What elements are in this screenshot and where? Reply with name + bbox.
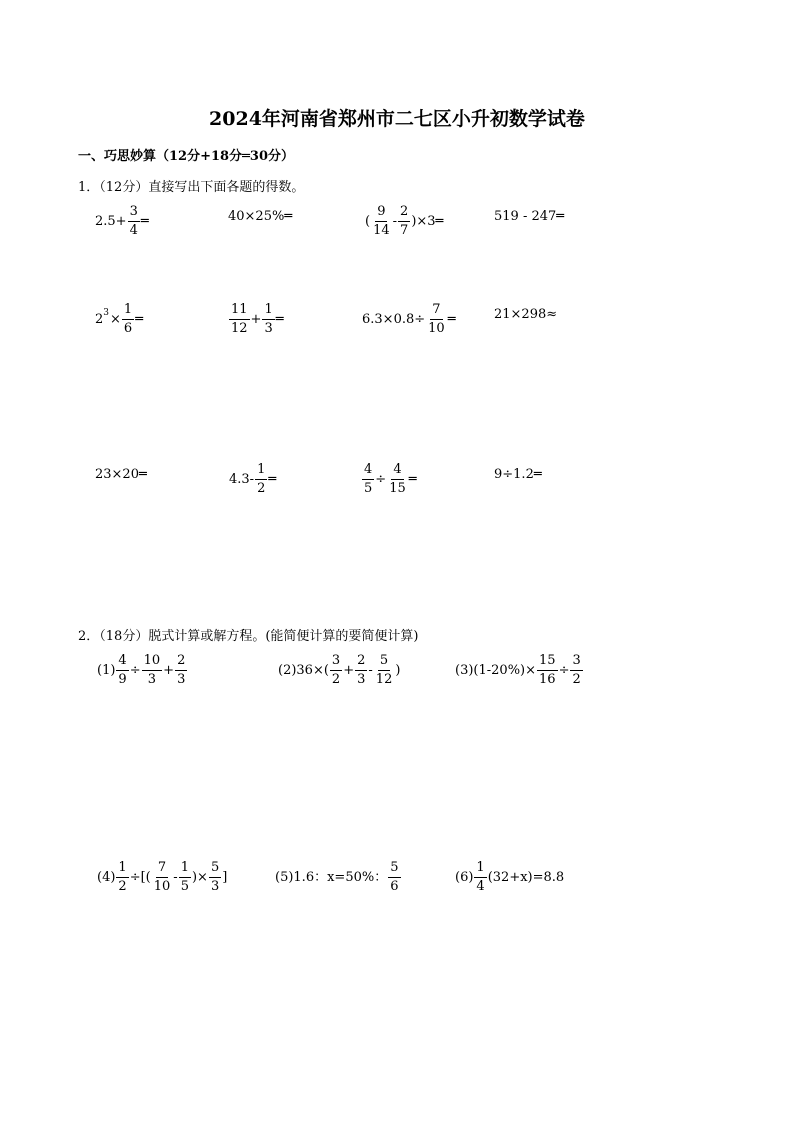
q2p3-denominator-2: 2 bbox=[572, 672, 581, 687]
q1k-post: ═ bbox=[408, 472, 417, 487]
q2p6-fraction bbox=[474, 861, 486, 894]
q1a-pre: 2.5+ bbox=[95, 214, 127, 229]
q2p4-numerator-4: 5 bbox=[209, 861, 221, 878]
q1j-post: ═ bbox=[268, 472, 277, 487]
q1i-expression: 23×20═ bbox=[95, 467, 147, 482]
q2p3-numerator-1: 15 bbox=[537, 654, 558, 671]
q2p6-post: (32+x)=8.8 bbox=[487, 870, 565, 885]
q1e-numerator: 1 bbox=[122, 303, 134, 320]
q2-part-5 bbox=[275, 861, 402, 894]
q2p1-numerator-2: 10 bbox=[142, 654, 163, 671]
q2-part-2 bbox=[278, 654, 400, 687]
q2p3-fraction-2 bbox=[570, 654, 582, 687]
q2p3-denominator-1: 16 bbox=[539, 672, 556, 687]
q2p1-denominator-1: 9 bbox=[118, 672, 127, 687]
q2p1-fraction-1 bbox=[116, 654, 128, 687]
q2p2-label: (2)36×( bbox=[278, 663, 329, 678]
q1c-post: )×3═ bbox=[411, 214, 444, 229]
q1k-fraction-2 bbox=[387, 463, 408, 496]
q1k-divide: ÷ bbox=[375, 472, 387, 487]
q2-part-3 bbox=[455, 654, 584, 687]
q1e-denominator: 6 bbox=[123, 321, 133, 336]
q2p2-numerator-1: 3 bbox=[330, 654, 342, 671]
q2p1-numerator-1: 4 bbox=[116, 654, 128, 671]
q1c-denominator-2: 7 bbox=[400, 223, 409, 238]
q1a-expression bbox=[95, 205, 149, 238]
q1f-denominator-1: 12 bbox=[231, 321, 248, 336]
q1c-denominator-1: 14 bbox=[373, 223, 390, 238]
q1k-fraction-1 bbox=[362, 463, 374, 496]
q2p6-numerator: 1 bbox=[474, 861, 486, 878]
q2p3-fraction-1 bbox=[537, 654, 558, 687]
q1e-base: 2 bbox=[95, 312, 104, 327]
section-heading: 一、巧思妙算（12分+18分═30分） bbox=[78, 149, 294, 164]
q1a-denominator: 4 bbox=[129, 223, 138, 238]
q2p5-fraction bbox=[388, 861, 400, 894]
q2p1-label: (1) bbox=[97, 663, 116, 678]
question-2-stem: 2．（18分）脱式计算或解方程。(能简便计算的要简便计算) bbox=[78, 629, 419, 644]
q2p1-plus: + bbox=[163, 663, 175, 678]
q2p5-denominator: 6 bbox=[390, 879, 399, 894]
q1f-numerator-2: 1 bbox=[262, 303, 274, 320]
q2p4-mid: ÷[( bbox=[129, 870, 151, 885]
q2p3-label: (3)(1-20%)× bbox=[455, 663, 537, 678]
q2p2-close: ) bbox=[395, 663, 401, 678]
q2p4-numerator-1: 1 bbox=[116, 861, 128, 878]
q1j-numerator: 1 bbox=[255, 463, 267, 480]
question-1-stem: 1．（12分）直接写出下面各题的得数。 bbox=[78, 180, 305, 195]
q2p3-divide: ÷ bbox=[558, 663, 570, 678]
q1k-numerator-1: 4 bbox=[362, 463, 374, 480]
q1d-expression: 519 - 247═ bbox=[494, 209, 565, 224]
q1j-denominator: 2 bbox=[257, 481, 266, 496]
q1f-denominator-2: 3 bbox=[264, 321, 273, 336]
q1f-numerator-1: 11 bbox=[229, 303, 250, 320]
q2p2-numerator-3: 5 bbox=[378, 654, 390, 671]
q1l-expression: 9÷1.2═ bbox=[494, 467, 542, 482]
q2p3-numerator-2: 3 bbox=[570, 654, 582, 671]
q2p4-denominator-2: 10 bbox=[153, 879, 171, 894]
q1f-fraction-1 bbox=[229, 303, 250, 336]
q2p4-numerator-3: 1 bbox=[179, 861, 191, 878]
q1f-expression bbox=[228, 303, 284, 336]
q1f-post: ═ bbox=[275, 312, 284, 327]
q1a-numerator: 3 bbox=[128, 205, 140, 222]
q1k-expression bbox=[361, 463, 417, 496]
q2p4-denominator-1: 2 bbox=[118, 879, 127, 894]
q2p4-mid2: )× bbox=[191, 870, 208, 885]
q2p4-fraction-4 bbox=[209, 861, 221, 894]
q1e-expression bbox=[95, 303, 143, 336]
q1k-numerator-2: 4 bbox=[391, 463, 403, 480]
q2p1-divide: ÷ bbox=[129, 663, 141, 678]
q1g-numerator: 7 bbox=[430, 303, 442, 320]
q2p2-denominator-1: 2 bbox=[331, 672, 341, 687]
q2p4-fraction-1 bbox=[116, 861, 128, 894]
q2p1-fraction-3 bbox=[175, 654, 187, 687]
q1k-denominator-2: 15 bbox=[389, 481, 406, 496]
q2p1-denominator-3: 3 bbox=[177, 672, 186, 687]
q2p2-fraction-1 bbox=[330, 654, 342, 687]
q2p6-label: (6) bbox=[455, 870, 474, 885]
q2p5-numerator: 5 bbox=[388, 861, 400, 878]
q2p6-denominator: 4 bbox=[476, 879, 485, 894]
q1e-exponent: 3 bbox=[103, 308, 110, 318]
q1e-post: ═ bbox=[135, 312, 144, 327]
q2p2-minus: - bbox=[368, 663, 373, 678]
q1c-fraction-2 bbox=[398, 205, 410, 238]
q2p4-denominator-4: 3 bbox=[210, 879, 220, 894]
q1g-fraction bbox=[426, 303, 447, 336]
q1j-fraction bbox=[255, 463, 267, 496]
q1a-fraction bbox=[128, 205, 140, 238]
q2-part-4 bbox=[97, 861, 227, 894]
q1e-times: × bbox=[110, 312, 121, 327]
q2p4-label: (4) bbox=[97, 870, 116, 885]
q1f-fraction-2 bbox=[262, 303, 274, 336]
q2p4-minus: - bbox=[173, 870, 178, 885]
q2p4-fraction-2 bbox=[152, 861, 173, 894]
q2p2-fraction-2 bbox=[355, 654, 367, 687]
q1g-post: ═ bbox=[447, 312, 456, 327]
q1j-pre: 4.3- bbox=[229, 472, 255, 487]
q2p2-plus: + bbox=[343, 663, 355, 678]
q1k-denominator-1: 5 bbox=[364, 481, 373, 496]
q2p2-denominator-3: 12 bbox=[375, 672, 393, 687]
q2p1-numerator-3: 2 bbox=[175, 654, 187, 671]
q2p1-denominator-2: 3 bbox=[147, 672, 157, 687]
q1b-expression: 40×25%═ bbox=[228, 209, 293, 224]
page-title: 2024年河南省郑州市二七区小升初数学试卷 bbox=[209, 108, 585, 130]
q1g-expression bbox=[362, 303, 456, 336]
q1g-pre: 6.3×0.8÷ bbox=[362, 312, 426, 327]
q1c-expression bbox=[365, 205, 443, 238]
q2p4-close: ] bbox=[222, 870, 228, 885]
q2p2-numerator-2: 2 bbox=[355, 654, 367, 671]
q2p4-denominator-3: 5 bbox=[180, 879, 189, 894]
q2p4-numerator-2: 7 bbox=[156, 861, 168, 878]
q1c-numerator-2: 2 bbox=[398, 205, 410, 222]
q2p1-fraction-2 bbox=[142, 654, 163, 687]
q2p4-fraction-3 bbox=[179, 861, 191, 894]
q1c-minus: - bbox=[392, 214, 398, 229]
q2-part-1 bbox=[97, 654, 188, 687]
q1f-plus: + bbox=[250, 312, 262, 327]
q1j-expression bbox=[229, 463, 276, 496]
q1g-denominator: 10 bbox=[428, 321, 445, 336]
q2p2-fraction-3 bbox=[374, 654, 395, 687]
q2-part-6 bbox=[455, 861, 564, 894]
q2p2-denominator-2: 3 bbox=[357, 672, 366, 687]
q1a-post: ═ bbox=[140, 214, 149, 229]
q1e-fraction bbox=[122, 303, 134, 336]
q1c-numerator-1: 9 bbox=[375, 205, 387, 222]
q2p5-label: (5)1.6：x=50%： bbox=[275, 870, 388, 885]
q1c-fraction-1 bbox=[371, 205, 392, 238]
q1c-open: ( bbox=[365, 214, 371, 229]
q1h-expression: 21×298≈ bbox=[494, 307, 558, 322]
